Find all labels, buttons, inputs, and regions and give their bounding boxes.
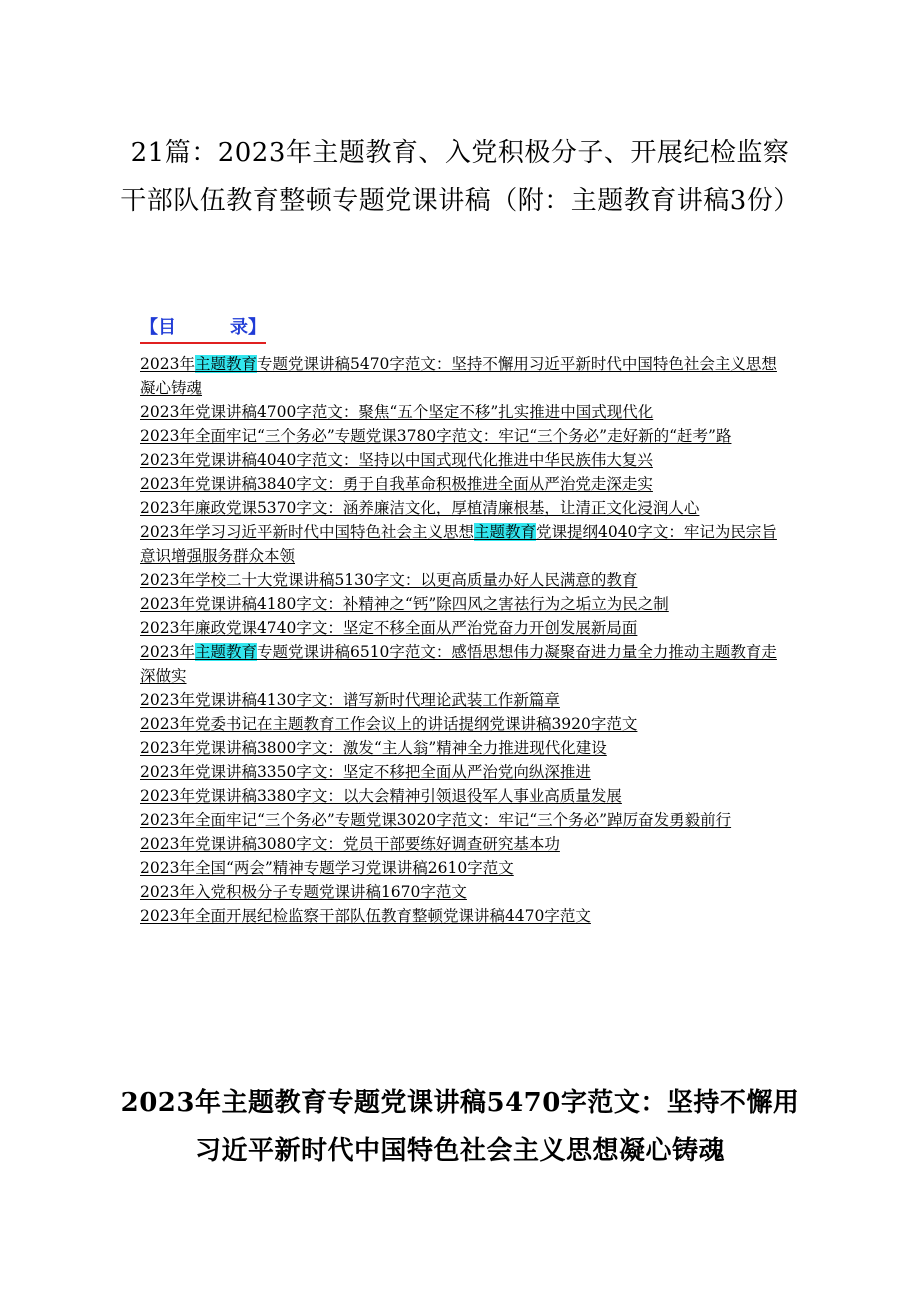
toc-item-text: 2023年廉政党课4740字文：坚定不移全面从严治党奋力开创发展新局面 — [140, 619, 638, 637]
section-title: 2023年主题教育专题党课讲稿5470字范文：坚持不懈用习近平新时代中国特色社会主义思想凝心铸魂 — [120, 1087, 800, 1166]
toc-item-text: 专题党课讲稿5470字范文：坚持不懈用习近平新时代中国特色社会主义思想凝心铸魂 — [140, 355, 777, 397]
toc-item[interactable] — [140, 592, 790, 616]
toc-item[interactable] — [140, 904, 790, 928]
toc-item-text: 2023年党课讲稿4180字文：补精神之“钙”除四风之害祛行为之垢立为民之制 — [140, 595, 669, 613]
document-title: 21篇：2023年主题教育、入党积极分子、开展纪检监察干部队伍教育整顿专题党课讲稿（附：主题教育讲稿3份） — [120, 138, 800, 217]
toc-item-text: 2023年学习习近平新时代中国特色社会主义思想 — [140, 523, 474, 541]
toc-item[interactable] — [140, 352, 790, 400]
toc-item-text: 2023年党课讲稿3380字文：以大会精神引领退役军人事业高质量发展 — [140, 787, 622, 805]
toc-item-text: 2023年党委书记在主题教育工作会议上的讲话提纲党课讲稿3920字范文 — [140, 715, 638, 733]
toc-item-text: 2023年党课讲稿3800字文：激发“主人翁”精神全力推进现代化建设 — [140, 739, 607, 757]
toc-item-text: 2023年党课讲稿4040字范文：坚持以中国式现代化推进中华民族伟大复兴 — [140, 451, 653, 469]
toc-item-highlight: 主题教育 — [473, 523, 536, 541]
toc-item[interactable] — [140, 496, 790, 520]
toc-item-text: 2023年全国“两会”精神专题学习党课讲稿2610字范文 — [140, 859, 514, 877]
toc-item-highlight: 主题教育 — [194, 355, 257, 373]
toc-item-highlight: 主题教育 — [194, 643, 257, 661]
toc-item[interactable] — [140, 472, 790, 496]
toc-item[interactable] — [140, 808, 790, 832]
toc-item[interactable] — [140, 736, 790, 760]
toc-item-text: 2023年党课讲稿4700字范文：聚焦“五个坚定不移”扎实推进中国式现代化 — [140, 403, 654, 421]
toc-item-text: 2023年廉政党课5370字文：涵养廉洁文化，厚植清廉根基，让清正文化浸润人心 — [140, 499, 700, 517]
toc-item[interactable] — [140, 760, 790, 784]
toc-item[interactable] — [140, 640, 790, 688]
toc-item[interactable] — [140, 832, 790, 856]
toc-item-text: 2023年全面牢记“三个务必”专题党课3020字范文：牢记“三个务必”踔厉奋发勇毅前行 — [140, 811, 732, 829]
table-of-contents — [140, 352, 790, 928]
toc-item-text: 2023年 — [140, 355, 195, 373]
toc-item-text: 2023年学校二十大党课讲稿5130字文：以更高质量办好人民满意的教育 — [140, 571, 638, 589]
toc-item-text: 2023年党课讲稿3350字文：坚定不移把全面从严治党向纵深推进 — [140, 763, 591, 781]
toc-item[interactable] — [140, 400, 790, 424]
toc-item[interactable] — [140, 448, 790, 472]
toc-item[interactable] — [140, 424, 790, 448]
toc-item-text: 2023年 — [140, 643, 195, 661]
toc-item[interactable] — [140, 568, 790, 592]
toc-item[interactable] — [140, 712, 790, 736]
toc-item-text: 2023年党课讲稿3080字文：党员干部要练好调查研究基本功 — [140, 835, 560, 853]
toc-item-text: 2023年全面开展纪检监察干部队伍教育整顿党课讲稿4470字范文 — [140, 907, 591, 925]
toc-item-text: 专题党课讲稿6510字范文：感悟思想伟力凝聚奋进力量全力推动主题教育走深做实 — [140, 643, 777, 685]
toc-item-text: 2023年入党积极分子专题党课讲稿1670字范文 — [140, 883, 467, 901]
toc-item[interactable] — [140, 616, 790, 640]
toc-item[interactable] — [140, 520, 790, 568]
toc-item-text: 党课提纲4040字文：牢记为民宗旨意识增强服务群众本领 — [140, 523, 777, 565]
toc-item-text: 2023年党课讲稿4130字文：谱写新时代理论武装工作新篇章 — [140, 691, 560, 709]
toc-item[interactable] — [140, 784, 790, 808]
toc-item[interactable] — [140, 880, 790, 904]
toc-item[interactable] — [140, 856, 790, 880]
toc-item[interactable] — [140, 688, 790, 712]
toc-heading: 【目 录】 — [140, 316, 266, 344]
toc-item-text: 2023年党课讲稿3840字文：勇于自我革命积极推进全面从严治党走深走实 — [140, 475, 653, 493]
toc-item-text: 2023年全面牢记“三个务必”专题党课3780字范文：牢记“三个务必”走好新的“赶考”路 — [140, 427, 732, 445]
